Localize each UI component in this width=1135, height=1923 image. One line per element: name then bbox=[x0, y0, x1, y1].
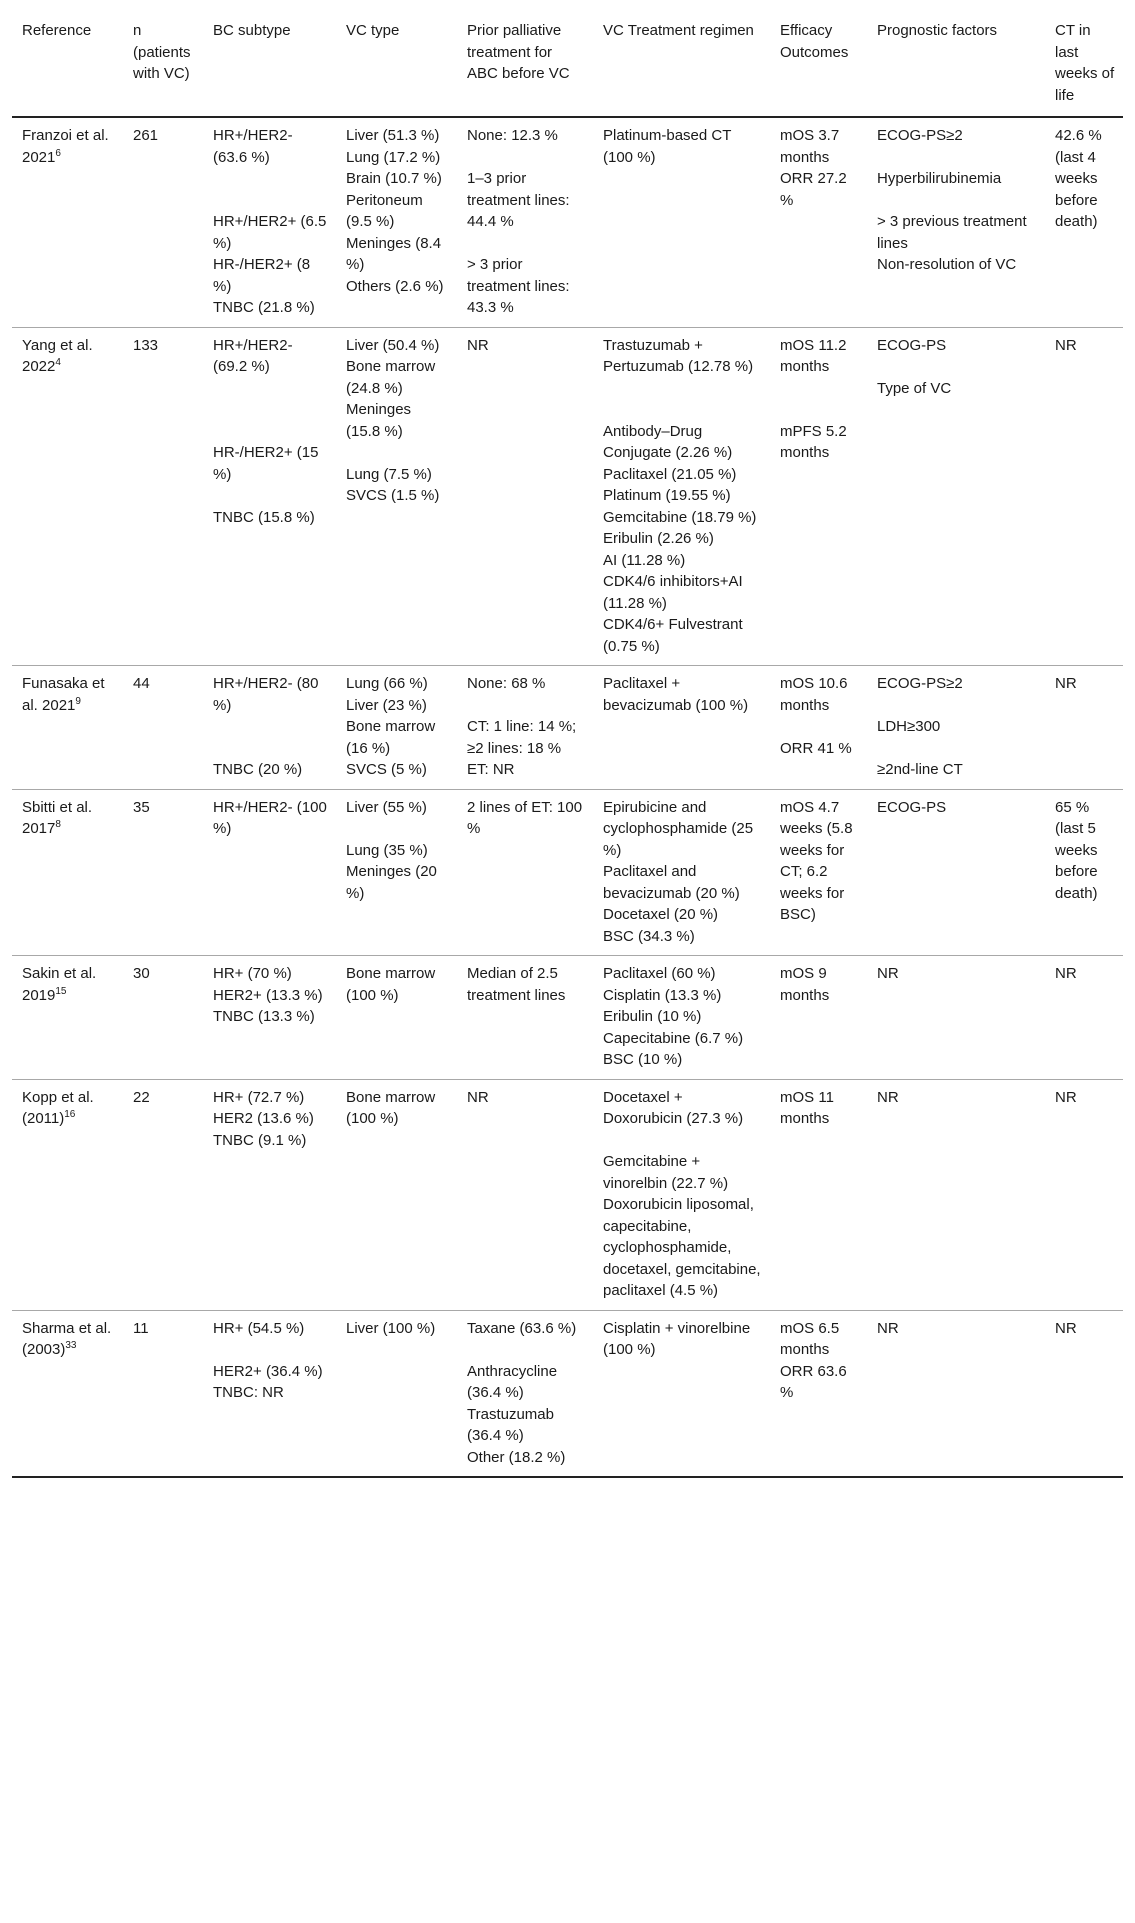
cell-reference bbox=[12, 789, 123, 956]
cell-line: Lung (17.2 %) bbox=[346, 148, 441, 166]
cell-line: NR bbox=[1055, 1319, 1077, 1337]
line-gap bbox=[213, 716, 328, 738]
reference-citation: 15 bbox=[55, 985, 67, 997]
cell-line: LDH≥300 bbox=[877, 718, 941, 735]
cell-bc-subtype bbox=[203, 956, 336, 1080]
cell-line: 65 % (last 5 weeks before death) bbox=[1055, 798, 1098, 902]
cell-line: BSC (10 %) bbox=[603, 1051, 683, 1068]
cell-bc-subtype bbox=[203, 327, 336, 666]
cell-vc-type bbox=[336, 789, 457, 956]
cell-line: BSC (34.3 %) bbox=[603, 927, 695, 945]
cell-line: Liver (51.3 %) bbox=[346, 127, 440, 144]
reference-text: Funasaka et al. 2021 bbox=[22, 675, 105, 714]
cell-line: 42.6 % (last 4 weeks before death) bbox=[1055, 127, 1102, 230]
cell-line: Gemcitabine (18.79 %) bbox=[603, 508, 757, 526]
cell-line: Non-resolution of VC bbox=[877, 256, 1017, 273]
cell-line: Type of VC bbox=[877, 379, 952, 397]
cell-line: Bone marrow (100 %) bbox=[346, 1088, 436, 1127]
cell-line: TNBC: NR bbox=[213, 1384, 284, 1401]
cell-line: HR+/HER2- (69.2 %) bbox=[213, 336, 293, 375]
cell-line: 2 lines of ET: 100 % bbox=[467, 798, 583, 837]
line-gap bbox=[213, 378, 328, 400]
col-header-bc-subtype: BC subtype bbox=[203, 12, 336, 117]
cell-line: ORR 27.2 % bbox=[780, 170, 847, 209]
cell-text: 35 bbox=[133, 798, 150, 816]
col-header-efficacy: Efficacy Outcomes bbox=[770, 12, 867, 117]
cell-line: Median of 2.5 treatment lines bbox=[467, 965, 566, 1004]
cell-text: 11 bbox=[133, 1319, 149, 1337]
line-gap bbox=[780, 399, 859, 421]
table-row bbox=[12, 117, 1123, 327]
cell-line: Anthracycline (36.4 %) bbox=[467, 1362, 558, 1401]
cell-reference bbox=[12, 327, 123, 666]
cell-line: Paclitaxel + bevacizumab (100 %) bbox=[603, 675, 749, 714]
cell-prior-treatment bbox=[457, 1079, 593, 1310]
cell-ct-last-weeks bbox=[1045, 327, 1123, 666]
cell-efficacy bbox=[770, 789, 867, 956]
reference-citation: 6 bbox=[55, 147, 61, 159]
cell-line: mOS 11 months bbox=[780, 1088, 834, 1127]
reference-citation: 16 bbox=[64, 1109, 76, 1120]
cell-line: TNBC (20 %) bbox=[213, 761, 303, 778]
table-row bbox=[12, 327, 1123, 666]
col-header-reference: Reference bbox=[12, 12, 123, 117]
cell-line: None: 12.3 % bbox=[467, 127, 558, 144]
cell-line: Meninges (15.8 %) bbox=[346, 401, 412, 440]
cell-line: Docetaxel (20 %) bbox=[603, 906, 719, 923]
cell-line: TNBC (9.1 %) bbox=[213, 1131, 307, 1149]
line-gap bbox=[877, 147, 1037, 169]
cell-reference bbox=[12, 1310, 123, 1477]
reference-text: Sbitti et al. 2017 bbox=[22, 798, 93, 837]
cell-line: CDK4/6+ Fulvestrant (0.75 %) bbox=[603, 616, 743, 655]
cell-ct-last-weeks bbox=[1045, 1079, 1123, 1310]
cell-reference bbox=[12, 1079, 123, 1310]
table-row bbox=[12, 956, 1123, 1080]
cell-line: Others (2.6 %) bbox=[346, 277, 444, 295]
cell-line: ORR 63.6 % bbox=[780, 1362, 847, 1401]
cell-vc-regimen bbox=[593, 1310, 770, 1477]
cell-line: Trastuzumab + Pertuzumab (12.78 %) bbox=[603, 336, 754, 375]
line-gap bbox=[877, 695, 1037, 717]
line-gap bbox=[467, 695, 585, 717]
line-gap bbox=[467, 147, 585, 169]
cell-efficacy bbox=[770, 327, 867, 666]
cell-bc-subtype bbox=[203, 1079, 336, 1310]
cell-prior-treatment bbox=[457, 117, 593, 327]
cell-vc-type bbox=[336, 956, 457, 1080]
cell-line: ET: NR bbox=[467, 761, 515, 778]
cell-line: Liver (100 %) bbox=[346, 1319, 436, 1337]
cell-line: 1–3 prior treatment lines: 44.4 % bbox=[467, 170, 570, 230]
cell-prognostic bbox=[867, 1079, 1045, 1310]
cell-bc-subtype bbox=[203, 1310, 336, 1477]
cell-line: ECOG-PS bbox=[877, 336, 947, 354]
cell-line: Peritoneum (9.5 %) bbox=[346, 191, 423, 230]
cell-vc-type bbox=[336, 1310, 457, 1477]
cell-prognostic bbox=[867, 789, 1045, 956]
table-row bbox=[12, 789, 1123, 956]
col-header-vc-type: VC type bbox=[336, 12, 457, 117]
table-row bbox=[12, 1310, 1123, 1477]
cell-line: Liver (55 %) bbox=[346, 798, 427, 816]
cell-line: HER2 (13.6 %) bbox=[213, 1110, 314, 1127]
studies-table bbox=[12, 12, 1123, 1478]
cell-prognostic bbox=[867, 956, 1045, 1080]
cell-line: TNBC (13.3 %) bbox=[213, 1008, 315, 1025]
cell-line: HR+/HER2- (63.6 %) bbox=[213, 127, 293, 166]
cell-line: Bone marrow (16 %) bbox=[346, 718, 436, 757]
cell-line: Platinum-based CT (100 %) bbox=[603, 127, 732, 166]
line-gap bbox=[603, 378, 762, 400]
line-gap bbox=[213, 485, 328, 507]
line-gap bbox=[877, 356, 1037, 378]
cell-bc-subtype bbox=[203, 789, 336, 956]
cell-line: SVCS (5 %) bbox=[346, 761, 427, 778]
cell-text: 22 bbox=[133, 1088, 150, 1106]
cell-prior-treatment bbox=[457, 1310, 593, 1477]
line-gap bbox=[467, 233, 585, 255]
cell-prognostic bbox=[867, 327, 1045, 666]
cell-line: HR+/HER2+ (6.5 %) bbox=[213, 213, 327, 252]
cell-prior-treatment bbox=[457, 666, 593, 790]
cell-n bbox=[123, 327, 203, 666]
cell-vc-regimen bbox=[593, 1079, 770, 1310]
cell-line: NR bbox=[877, 1088, 899, 1106]
table-row bbox=[12, 666, 1123, 790]
cell-line: NR bbox=[1055, 675, 1077, 692]
cell-reference bbox=[12, 956, 123, 1080]
cell-line: ORR 41 % bbox=[780, 739, 852, 757]
line-gap bbox=[213, 190, 328, 212]
cell-prognostic bbox=[867, 117, 1045, 327]
line-gap bbox=[213, 399, 328, 421]
cell-line: Hyperbilirubinemia bbox=[877, 170, 1002, 187]
reference-citation: 8 bbox=[55, 819, 61, 830]
reference-text: Franzoi et al. 2021 bbox=[22, 127, 109, 166]
cell-line: Paclitaxel (60 %) bbox=[603, 965, 716, 982]
cell-line: Epirubicine and cyclophosphamide (25 %) bbox=[603, 798, 754, 859]
cell-line: ECOG-PS≥2 bbox=[877, 127, 963, 144]
cell-line: NR bbox=[1055, 1088, 1077, 1106]
cell-line: None: 68 % bbox=[467, 675, 546, 692]
cell-prognostic bbox=[867, 666, 1045, 790]
cell-line: HR+ (70 %) bbox=[213, 965, 292, 982]
cell-line: ECOG-PS≥2 bbox=[877, 675, 963, 692]
cell-line: Paclitaxel (21.05 %) bbox=[603, 465, 737, 483]
line-gap bbox=[213, 738, 328, 760]
cell-ct-last-weeks bbox=[1045, 117, 1123, 327]
header-row bbox=[12, 12, 1123, 117]
cell-efficacy bbox=[770, 117, 867, 327]
cell-line: SVCS (1.5 %) bbox=[346, 487, 440, 504]
reference-text: Yang et al. 2022 bbox=[22, 336, 93, 375]
cell-line: mOS 9 months bbox=[780, 965, 830, 1004]
cell-reference bbox=[12, 117, 123, 327]
cell-text: 133 bbox=[133, 336, 159, 354]
cell-line: Doxorubicin liposomal, capecitabine, cyclophosphamide, docetaxel, gemcitabine, paclitaxel (4.5 %) bbox=[603, 1196, 761, 1299]
cell-text: 30 bbox=[133, 965, 150, 982]
cell-vc-type bbox=[336, 666, 457, 790]
cell-line: Docetaxel + Doxorubicin (27.3 %) bbox=[603, 1088, 744, 1127]
cell-line: mPFS 5.2 months bbox=[780, 422, 847, 461]
cell-efficacy bbox=[770, 1310, 867, 1477]
cell-line: Capecitabine (6.7 %) bbox=[603, 1029, 744, 1047]
cell-line: > 3 previous treatment lines bbox=[877, 213, 1027, 252]
cell-vc-type bbox=[336, 327, 457, 666]
cell-line: > 3 prior treatment lines: 43.3 % bbox=[467, 256, 570, 316]
cell-text: 261 bbox=[133, 127, 159, 144]
reference-text: Sakin et al. 2019 bbox=[22, 965, 97, 1004]
col-header-ct-last-weeks: CT in last weeks of life bbox=[1045, 12, 1123, 117]
cell-line: AI (11.28 %) bbox=[603, 551, 686, 569]
cell-line: mOS 6.5 months bbox=[780, 1319, 840, 1358]
cell-line: NR bbox=[1055, 336, 1077, 354]
cell-line: Eribulin (10 %) bbox=[603, 1008, 702, 1025]
cell-n bbox=[123, 1079, 203, 1310]
cell-vc-regimen bbox=[593, 666, 770, 790]
cell-text: 44 bbox=[133, 675, 150, 692]
cell-line: HER2+ (36.4 %) bbox=[213, 1362, 323, 1380]
cell-reference bbox=[12, 666, 123, 790]
cell-line: Lung (7.5 %) bbox=[346, 465, 432, 483]
cell-prior-treatment bbox=[457, 789, 593, 956]
col-header-prognostic: Prognostic factors bbox=[867, 12, 1045, 117]
line-gap bbox=[603, 399, 762, 421]
cell-line: Liver (50.4 %) bbox=[346, 336, 440, 354]
cell-prior-treatment bbox=[457, 956, 593, 1080]
cell-line: Eribulin (2.26 %) bbox=[603, 530, 714, 547]
cell-bc-subtype bbox=[203, 117, 336, 327]
cell-line: NR bbox=[467, 336, 489, 354]
cell-line: HR+ (54.5 %) bbox=[213, 1319, 305, 1337]
line-gap bbox=[780, 378, 859, 400]
cell-efficacy bbox=[770, 956, 867, 1080]
cell-ct-last-weeks bbox=[1045, 1310, 1123, 1477]
cell-line: NR bbox=[467, 1088, 489, 1106]
cell-line: TNBC (15.8 %) bbox=[213, 508, 315, 526]
cell-line: Meninges (8.4 %) bbox=[346, 234, 442, 273]
cell-line: Brain (10.7 %) bbox=[346, 170, 442, 187]
cell-line: mOS 11.2 months bbox=[780, 336, 847, 375]
cell-line: ≥2nd-line CT bbox=[877, 761, 963, 778]
line-gap bbox=[877, 190, 1037, 212]
cell-bc-subtype bbox=[203, 666, 336, 790]
cell-line: HR+/HER2- (100 %) bbox=[213, 798, 327, 837]
cell-line: Platinum (19.55 %) bbox=[603, 487, 731, 504]
cell-vc-type bbox=[336, 1079, 457, 1310]
line-gap bbox=[346, 818, 449, 840]
cell-n bbox=[123, 666, 203, 790]
cell-efficacy bbox=[770, 666, 867, 790]
cell-line: CT: 1 line: 14 %; ≥2 lines: 18 % bbox=[467, 718, 577, 757]
cell-line: Lung (66 %) bbox=[346, 675, 428, 692]
cell-line: Gemcitabine + vinorelbin (22.7 %) bbox=[603, 1153, 729, 1192]
cell-line: HR-/HER2+ (8 %) bbox=[213, 256, 311, 295]
table-row bbox=[12, 1079, 1123, 1310]
cell-line: Cisplatin + vinorelbine (100 %) bbox=[603, 1319, 751, 1358]
cell-vc-regimen bbox=[593, 327, 770, 666]
col-header-vc-regimen: VC Treatment regimen bbox=[593, 12, 770, 117]
cell-line: HR+/HER2- (80 %) bbox=[213, 675, 319, 714]
cell-line: Bone marrow (24.8 %) bbox=[346, 358, 436, 397]
reference-citation: 4 bbox=[55, 357, 61, 368]
cell-n bbox=[123, 1310, 203, 1477]
line-gap bbox=[346, 442, 449, 464]
cell-vc-type bbox=[336, 117, 457, 327]
reference-text: Sharma et al. (2003) bbox=[22, 1319, 112, 1358]
line-gap bbox=[213, 168, 328, 190]
cell-line: mOS 10.6 months bbox=[780, 675, 848, 714]
cell-line: Lung (35 %) bbox=[346, 841, 428, 859]
cell-line: mOS 4.7 weeks (5.8 weeks for CT; 6.2 weeks for BSC) bbox=[780, 798, 853, 923]
cell-line: Antibody–Drug Conjugate (2.26 %) bbox=[603, 422, 733, 461]
cell-line: NR bbox=[877, 965, 899, 982]
col-header-n: n (patients with VC) bbox=[123, 12, 203, 117]
cell-line: Cisplatin (13.3 %) bbox=[603, 986, 722, 1004]
line-gap bbox=[213, 421, 328, 443]
cell-ct-last-weeks bbox=[1045, 956, 1123, 1080]
cell-line: Taxane (63.6 %) bbox=[467, 1319, 577, 1337]
col-header-prior-treatment: Prior palliative treatment for ABC before VC bbox=[457, 12, 593, 117]
cell-prognostic bbox=[867, 1310, 1045, 1477]
cell-vc-regimen bbox=[593, 117, 770, 327]
cell-vc-regimen bbox=[593, 789, 770, 956]
cell-ct-last-weeks bbox=[1045, 789, 1123, 956]
cell-efficacy bbox=[770, 1079, 867, 1310]
cell-n bbox=[123, 956, 203, 1080]
cell-n bbox=[123, 789, 203, 956]
line-gap bbox=[780, 716, 859, 738]
reference-text: Kopp et al. (2011) bbox=[22, 1088, 94, 1127]
line-gap bbox=[213, 1339, 328, 1361]
cell-prior-treatment bbox=[457, 327, 593, 666]
cell-n bbox=[123, 117, 203, 327]
line-gap bbox=[877, 738, 1037, 760]
cell-line: Meninges (20 %) bbox=[346, 863, 437, 902]
reference-citation: 9 bbox=[75, 695, 81, 707]
line-gap bbox=[603, 1130, 762, 1152]
cell-line: ECOG-PS bbox=[877, 798, 947, 816]
cell-ct-last-weeks bbox=[1045, 666, 1123, 790]
cell-line: TNBC (21.8 %) bbox=[213, 299, 315, 316]
cell-line: mOS 3.7 months bbox=[780, 127, 840, 166]
cell-line: Paclitaxel and bevacizumab (20 %) bbox=[603, 863, 740, 902]
cell-line: NR bbox=[1055, 965, 1077, 982]
cell-line: Bone marrow (100 %) bbox=[346, 965, 436, 1004]
cell-line: HER2+ (13.3 %) bbox=[213, 986, 323, 1004]
cell-line: Liver (23 %) bbox=[346, 696, 427, 714]
cell-line: CDK4/6 inhibitors+AI (11.28 %) bbox=[603, 573, 743, 612]
reference-citation: 33 bbox=[65, 1340, 77, 1351]
line-gap bbox=[467, 1339, 585, 1361]
cell-vc-regimen bbox=[593, 956, 770, 1080]
cell-line: Trastuzumab (36.4 %) bbox=[467, 1405, 554, 1444]
cell-line: HR+ (72.7 %) bbox=[213, 1088, 305, 1106]
cell-line: HR-/HER2+ (15 %) bbox=[213, 444, 319, 483]
cell-line: Other (18.2 %) bbox=[467, 1448, 566, 1466]
cell-line: NR bbox=[877, 1319, 899, 1337]
